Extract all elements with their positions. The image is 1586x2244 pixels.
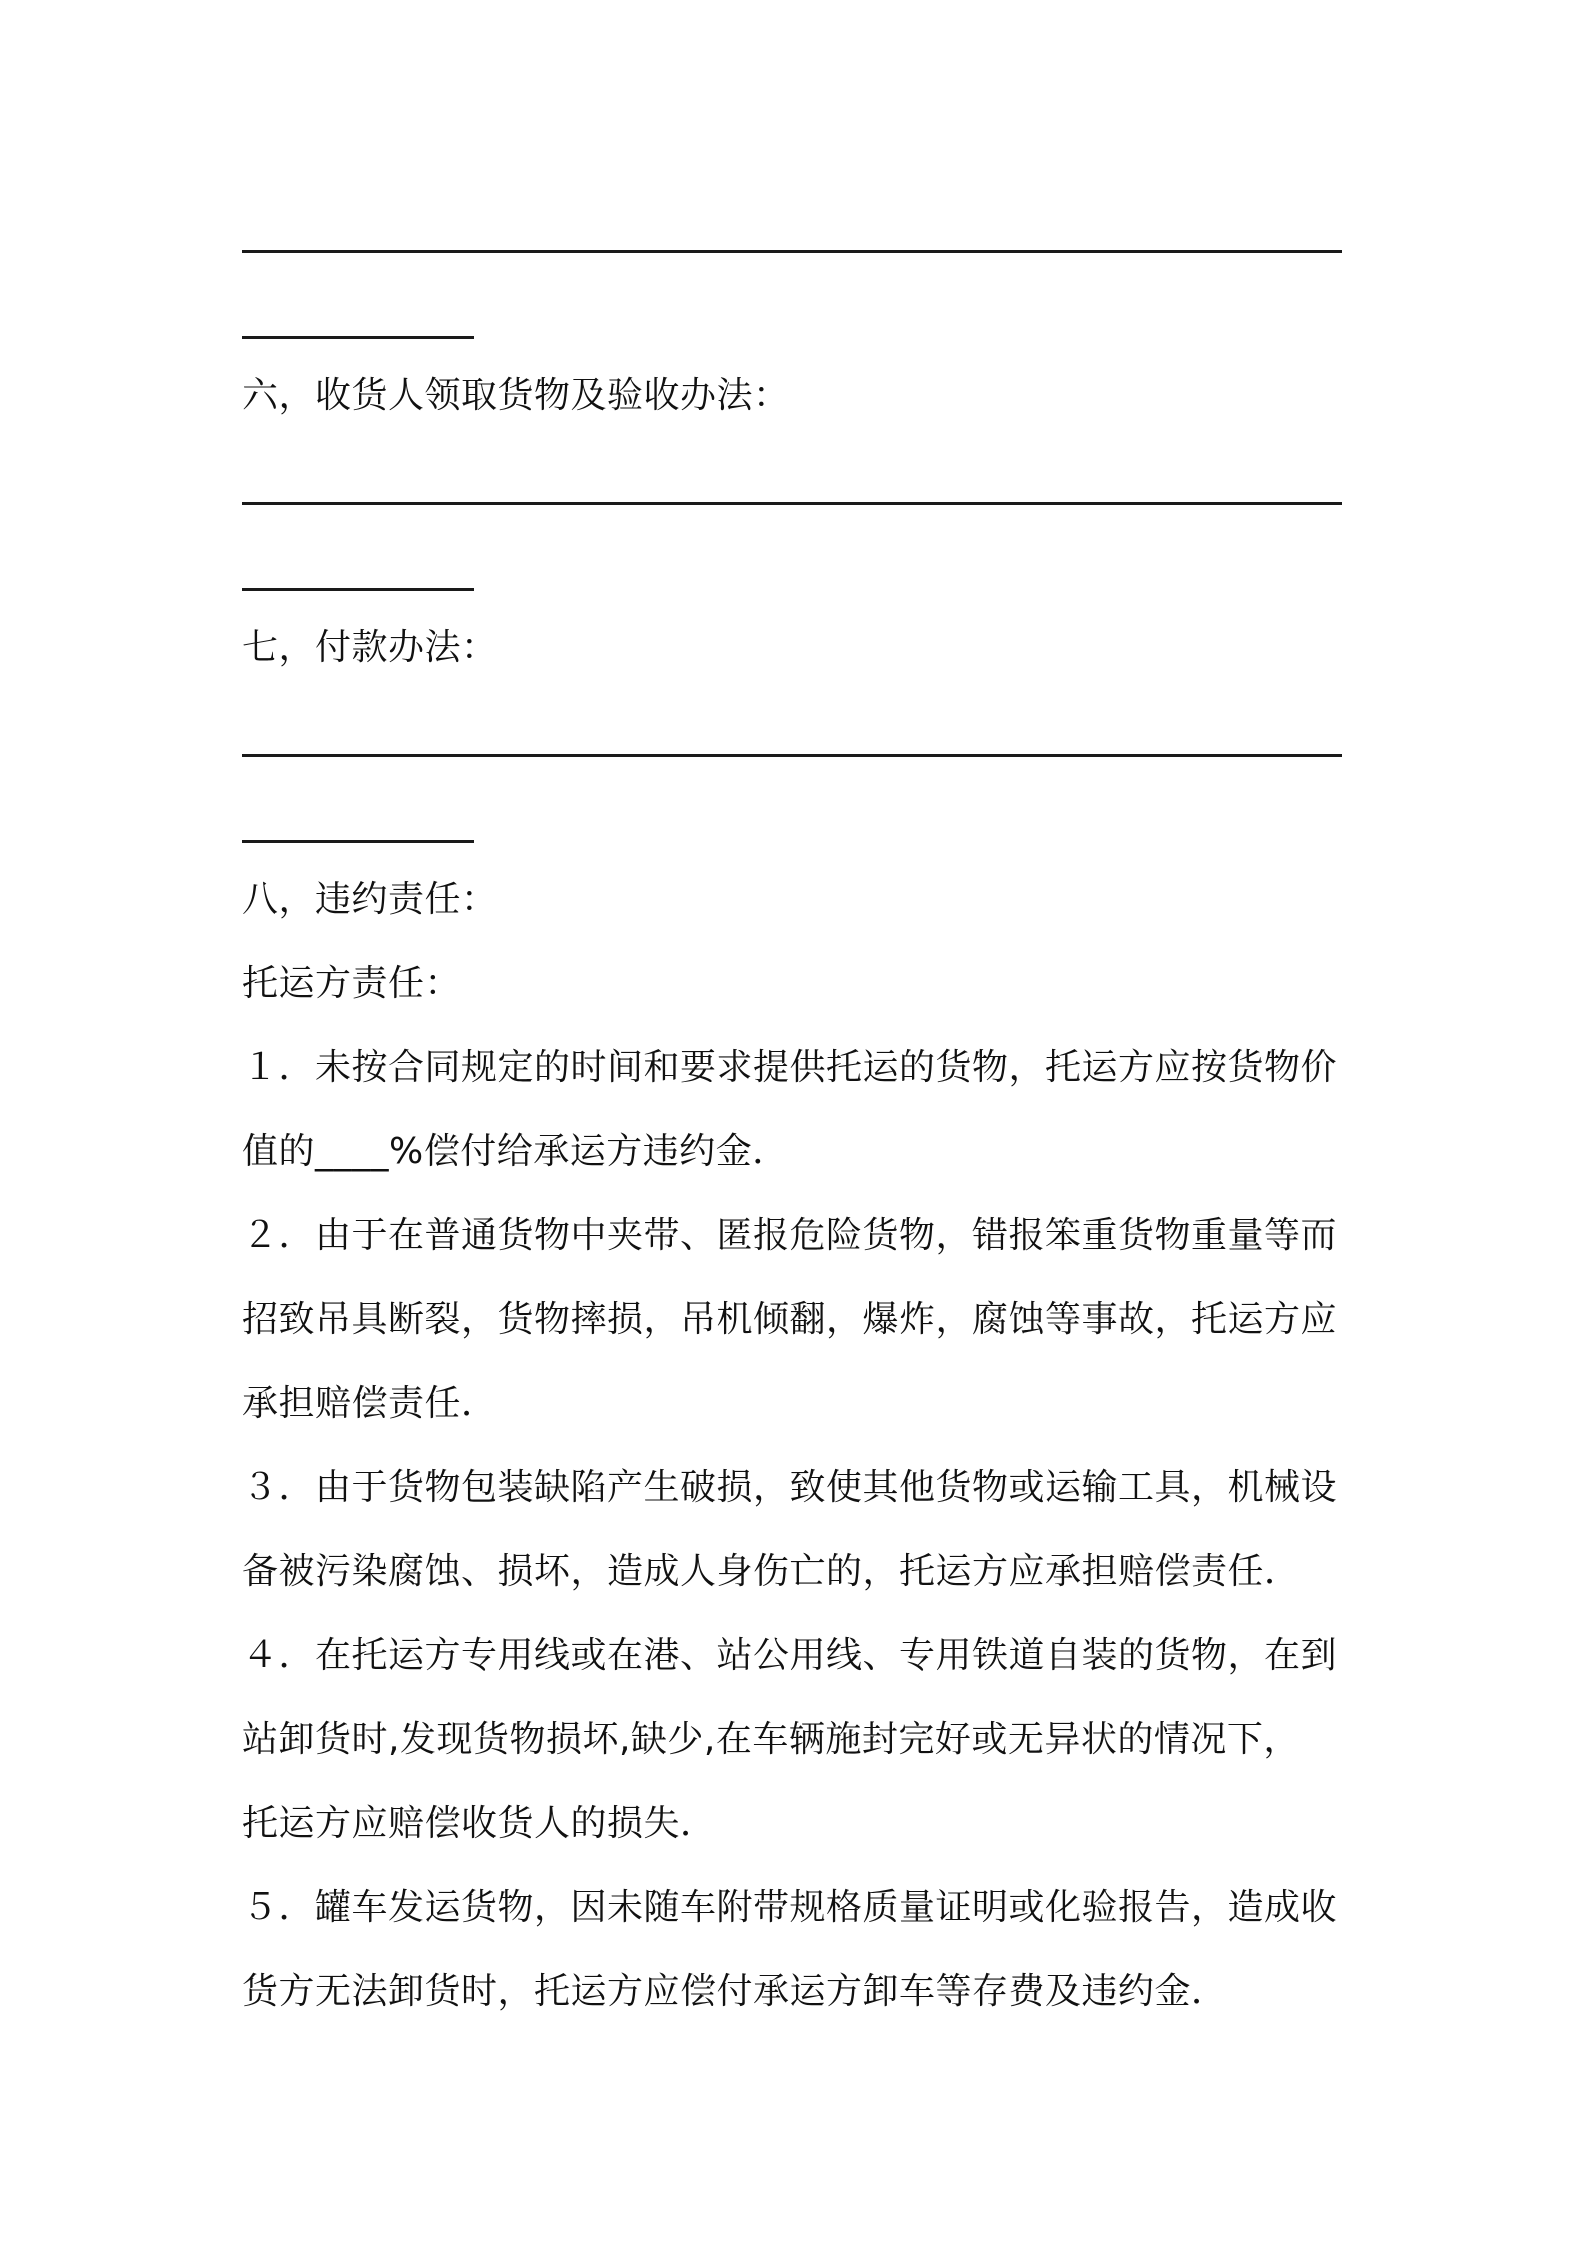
item-3-line-1: ３．由于货物包装缺陷产生破损，致使其他货物或运输工具，机械设 [242, 1467, 1338, 1508]
item-2-line-2: 招致吊具断裂，货物摔损，吊机倾翻，爆炸，腐蚀等事故，托运方应 [242, 1299, 1338, 1340]
item-1-line-2: 值的____%偿付给承运方违约金． [242, 1131, 789, 1172]
fill-in-blank-line [242, 250, 1342, 253]
item-5-line-2: 货方无法卸货时，托运方应偿付承运方卸车等存费及违约金． [242, 1971, 1228, 2012]
item-5-line-1: ５．罐车发运货物，因未随车附带规格质量证明或化验报告，造成收 [242, 1887, 1338, 1928]
fill-in-blank-line [242, 754, 1342, 757]
item-4-line-1: ４．在托运方专用线或在港、站公用线、专用铁道自装的货物，在到 [242, 1635, 1338, 1676]
item-3-line-2: 备被污染腐蚀、损坏，造成人身伤亡的，托运方应承担赔偿责任． [242, 1551, 1301, 1592]
section-8-heading: 八，违约责任： [242, 879, 498, 920]
fill-in-blank-line [242, 336, 474, 339]
section-7-heading: 七，付款办法： [242, 627, 498, 668]
item-2-line-3: 承担赔偿责任． [242, 1383, 498, 1424]
item-1-line-1: １．未按合同规定的时间和要求提供托运的货物，托运方应按货物价 [242, 1047, 1338, 1088]
item-4-line-3: 托运方应赔偿收货人的损失． [242, 1803, 717, 1844]
fill-in-blank-line [242, 588, 474, 591]
fill-in-blank-line [242, 840, 474, 843]
section-6-heading: 六，收货人领取货物及验收办法： [242, 375, 790, 416]
item-2-line-1: ２．由于在普通货物中夹带、匿报危险货物，错报笨重货物重量等而 [242, 1215, 1338, 1256]
shipper-liability-heading: 托运方责任： [242, 963, 462, 1004]
fill-in-blank-line [242, 502, 1342, 505]
item-4-line-2: 站卸货时,发现货物损坏,缺少,在车辆施封完好或无异状的情况下， [242, 1719, 1300, 1760]
